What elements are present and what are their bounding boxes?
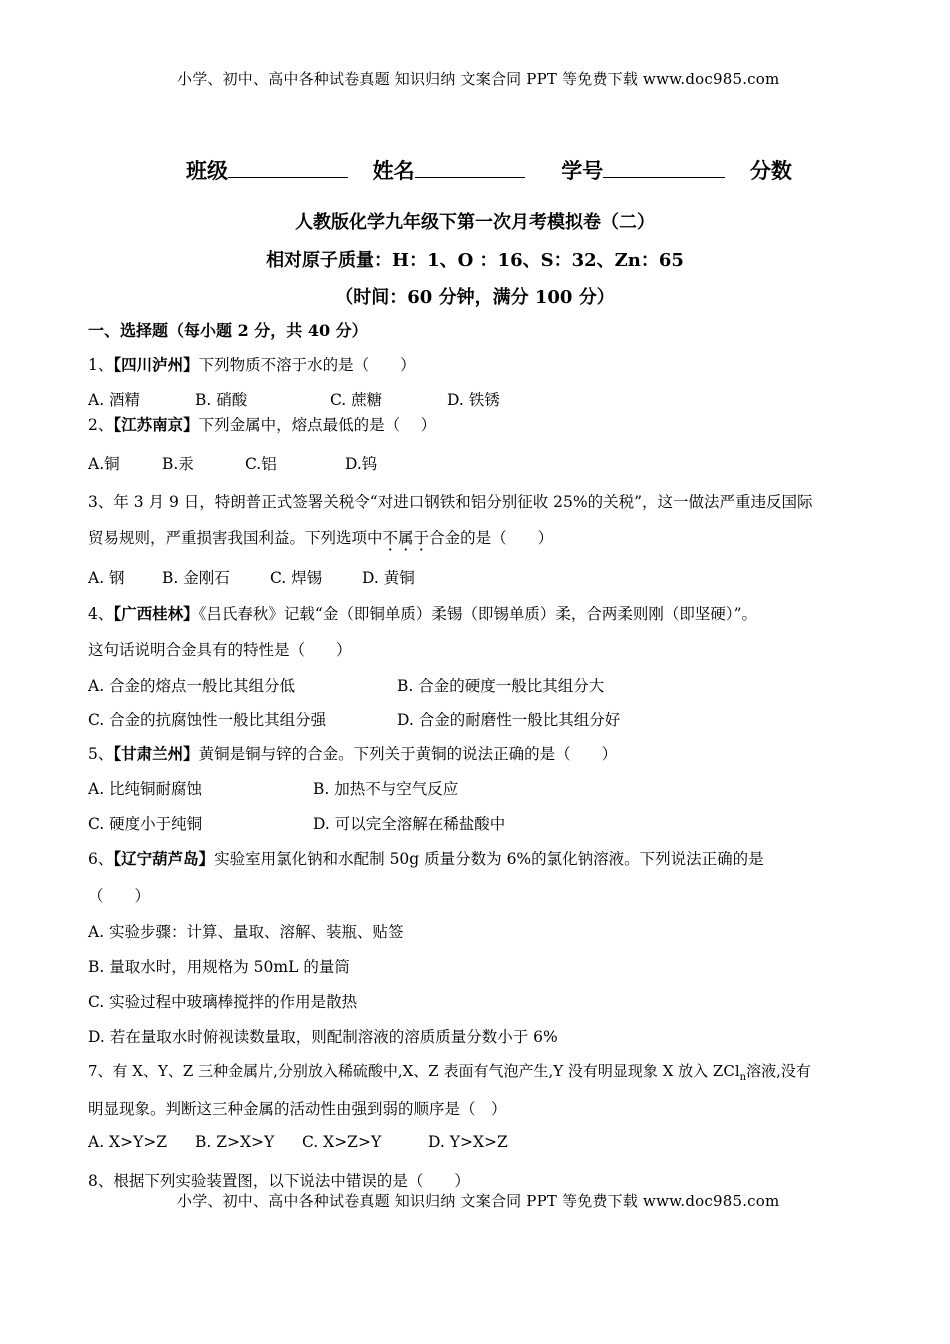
question-1 bbox=[88, 353, 416, 375]
score-label: 分数 bbox=[749, 158, 792, 183]
name-label: 姓名 bbox=[372, 158, 415, 183]
q2-option-c: C.铝 bbox=[245, 455, 277, 473]
class-label: 班级 bbox=[186, 158, 228, 183]
q6-stem-line2: （ ） bbox=[88, 887, 151, 905]
q4-stem-text: 《吕氏春秋》记载“金（即铜单质）柔锡（即锡单质）柔，合两柔则刚（即坚硬）”。 bbox=[198, 605, 757, 623]
q4-stem-line2: 这句话说明合金具有的特性是（ ） bbox=[88, 641, 352, 659]
q5-option-a: A. 比纯铜耐腐蚀 bbox=[88, 780, 203, 798]
q1-number: 1、 bbox=[88, 356, 114, 374]
q4-stem-line1 bbox=[88, 602, 757, 624]
atomic-mass-line: 相对原子质量：H：1、O ：16、S：32、Zn：65 bbox=[266, 250, 684, 271]
q3-stem-line2 bbox=[88, 526, 553, 548]
q4-option-c: C. 合金的抗腐蚀性一般比其组分强 bbox=[88, 711, 327, 729]
exam-title: 人教版化学九年级下第一次月考模拟卷（二） bbox=[295, 212, 655, 233]
q4-source-tag: 【广西桂林】 bbox=[113, 604, 199, 623]
page-footer: 小学、初中、高中各种试卷真题 知识归纳 文案合同 PPT 等免费下载 www.doc985.com bbox=[177, 1192, 780, 1210]
q5-number: 5、 bbox=[88, 745, 114, 763]
q6-option-c: C. 实验过程中玻璃棒搅拌的作用是散热 bbox=[88, 993, 358, 1011]
q4-option-d: D. 合金的耐磨性一般比其组分好 bbox=[397, 711, 621, 729]
q6-option-a: A. 实验步骤：计算、量取、溶解、装瓶、贴签 bbox=[88, 923, 404, 941]
q7-option-d: D. Y>X>Z bbox=[428, 1133, 508, 1151]
q6-option-d: D. 若在量取水时俯视读数量取，则配制溶液的溶质质量分数小于 6% bbox=[88, 1028, 558, 1046]
q3-stem-part2: 合金的是（ ） bbox=[429, 529, 554, 547]
student-id-label: 学号 bbox=[561, 158, 604, 183]
q4-option-a: A. 合金的熔点一般比其组分低 bbox=[88, 677, 296, 695]
q3-option-b: B. 金刚石 bbox=[162, 569, 230, 587]
q3-option-a: A. 钢 bbox=[88, 569, 125, 587]
student-id-blank[interactable] bbox=[603, 157, 725, 178]
q5-option-b: B. 加热不与空气反应 bbox=[313, 780, 459, 798]
q3-option-c: C. 焊锡 bbox=[270, 569, 323, 587]
q8-stem: 8、根据下列实验装置图，以下说法中错误的是（ ） bbox=[88, 1172, 470, 1190]
q7-subscript: n bbox=[739, 1072, 747, 1083]
q3-stem-line1: 3、年 3 月 9 日，特朗普正式签署关税令“对进口钢铁和铝分别征收 25%的关税”，这一做法严重违反国际 bbox=[88, 493, 813, 511]
q4-number: 4、 bbox=[88, 605, 114, 623]
q2-stem: 下列金属中，熔点最低的是（ ） bbox=[198, 416, 437, 434]
student-info-line bbox=[186, 155, 792, 185]
q7-stem-part1: 7、有 X、Y、Z 三种金属片,分别放入稀硫酸中,X、Z 表面有气泡产生,Y 没有明显现象 X 放入 ZCl bbox=[88, 1062, 740, 1080]
page-header: 小学、初中、高中各种试卷真题 知识归纳 文案合同 PPT 等免费下载 www.doc985.com bbox=[177, 70, 780, 88]
q2-option-a: A.铜 bbox=[88, 455, 120, 473]
name-blank[interactable] bbox=[415, 157, 525, 178]
q3-emphasis: 不属于 bbox=[382, 529, 430, 547]
q5-source-tag: 【甘肃兰州】 bbox=[113, 744, 199, 763]
q2-number: 2、 bbox=[88, 416, 114, 434]
question-2 bbox=[88, 413, 436, 435]
q5-option-c: C. 硬度小于纯铜 bbox=[88, 815, 203, 833]
q7-stem-line1 bbox=[88, 1060, 811, 1083]
q5-option-d: D. 可以完全溶解在稀盐酸中 bbox=[313, 815, 506, 833]
class-blank[interactable] bbox=[228, 157, 348, 178]
q6-number: 6、 bbox=[88, 850, 114, 868]
q7-option-b: B. Z>X>Y bbox=[195, 1133, 275, 1151]
question-5 bbox=[88, 742, 617, 764]
q1-option-d: D. 铁锈 bbox=[447, 391, 500, 409]
q4-option-b: B. 合金的硬度一般比其组分大 bbox=[397, 677, 605, 695]
q6-stem-line1 bbox=[88, 847, 764, 869]
q2-source-tag: 【江苏南京】 bbox=[113, 415, 199, 434]
q7-stem-line2: 明显现象。判断这三种金属的活动性由强到弱的顺序是（ ） bbox=[88, 1100, 507, 1118]
section-heading: 一、选择题（每小题 2 分，共 40 分） bbox=[88, 321, 368, 340]
q2-option-d: D.钨 bbox=[345, 455, 378, 473]
q6-source-tag: 【辽宁葫芦岛】 bbox=[113, 849, 215, 868]
q1-option-a: A. 酒精 bbox=[88, 391, 141, 409]
q5-stem: 黄铜是铜与锌的合金。下列关于黄铜的说法正确的是（ ） bbox=[198, 745, 618, 763]
time-score-line: （时间：60 分钟，满分 100 分） bbox=[335, 287, 615, 308]
q1-option-b: B. 硝酸 bbox=[195, 391, 248, 409]
q2-option-b: B.汞 bbox=[162, 455, 194, 473]
q7-option-a: A. X>Y>Z bbox=[88, 1133, 168, 1151]
q6-option-b: B. 量取水时，用规格为 50mL 的量筒 bbox=[88, 958, 350, 976]
q1-source-tag: 【四川泸州】 bbox=[113, 355, 199, 374]
q1-option-c: C. 蔗糖 bbox=[330, 391, 383, 409]
q1-stem: 下列物质不溶于水的是（ ） bbox=[198, 356, 416, 374]
q7-stem-part2: 溶液,没有 bbox=[746, 1062, 811, 1080]
q7-option-c: C. X>Z>Y bbox=[302, 1133, 382, 1151]
q6-stem-text: 实验室用氯化钠和水配制 50g 质量分数为 6%的氯化钠溶液。下列说法正确的是 bbox=[214, 850, 764, 868]
q3-option-d: D. 黄铜 bbox=[362, 569, 415, 587]
q3-stem-part1: 贸易规则，严重损害我国利益。下列选项中 bbox=[88, 529, 383, 547]
